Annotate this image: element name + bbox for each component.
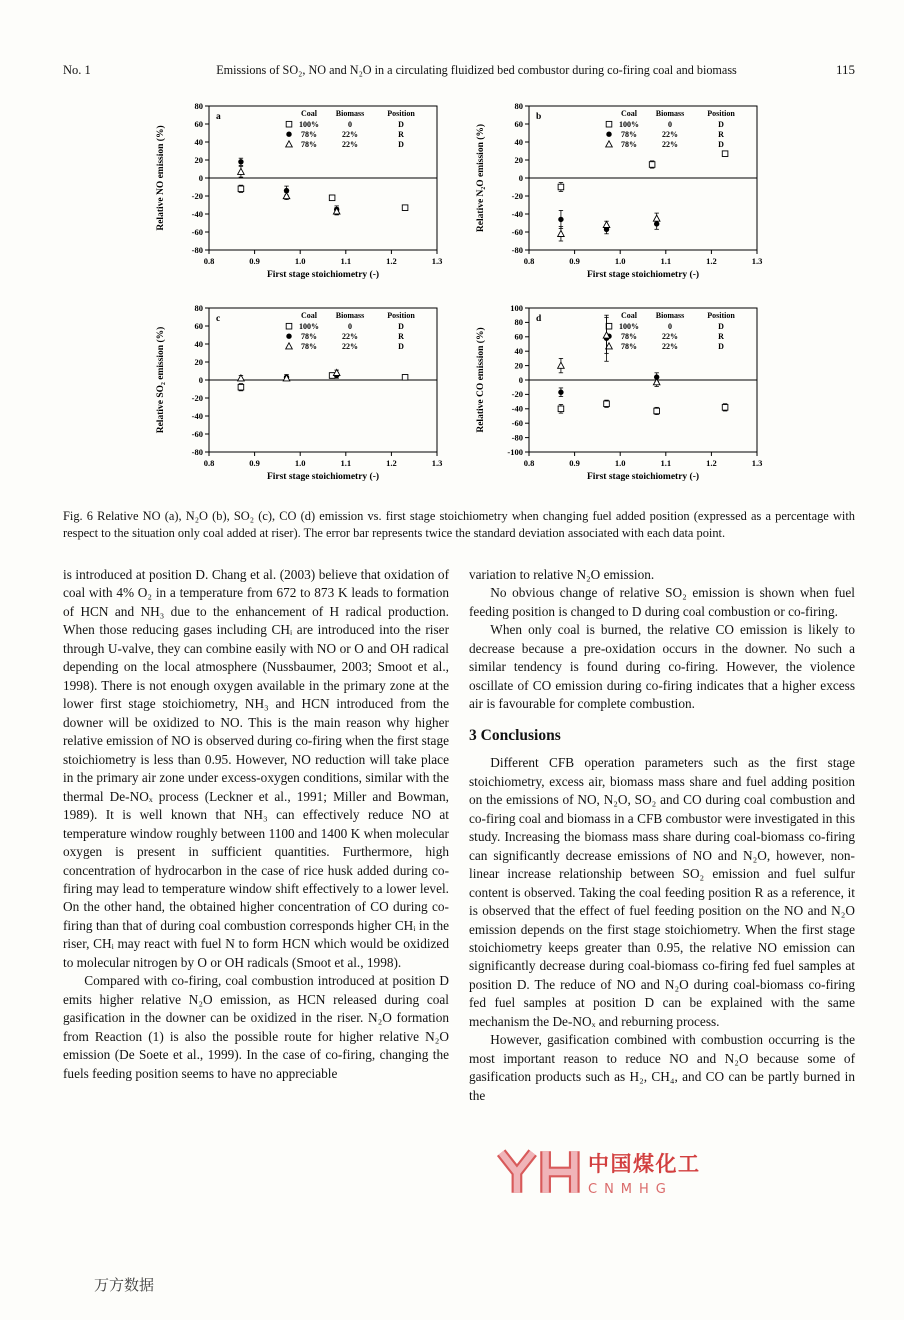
svg-text:-60: -60 — [191, 428, 203, 439]
svg-text:1.1: 1.1 — [660, 256, 672, 266]
svg-text:60: 60 — [514, 118, 523, 129]
svg-text:-20: -20 — [511, 190, 523, 201]
svg-text:-20: -20 — [511, 389, 523, 400]
svg-text:Relative N₂O emission (%): Relative N₂O emission (%) — [476, 123, 486, 233]
svg-text:Biomass: Biomass — [655, 311, 685, 320]
chart-panel-a — [153, 98, 445, 290]
svg-text:40: 40 — [514, 346, 523, 356]
svg-text:-80: -80 — [191, 446, 203, 457]
svg-text:Coal: Coal — [301, 311, 317, 320]
svg-text:R: R — [398, 130, 404, 139]
svg-text:0.8: 0.8 — [203, 458, 215, 468]
svg-text:100%: 100% — [299, 120, 319, 129]
chart-panel-c — [153, 300, 445, 492]
paragraph: However, gasification combined with combustion occurring is the most important reason to reduce NO and N₂O because some of gasification products such as H₂, CH₄, and CO can be partly burned in the — [469, 1032, 855, 1103]
chart-panel-d — [473, 300, 765, 492]
svg-text:First stage stoichiometry (-): First stage stoichiometry (-) — [266, 472, 380, 482]
watermark-text — [588, 1148, 701, 1197]
svg-text:Coal: Coal — [301, 109, 317, 118]
svg-text:-40: -40 — [191, 208, 203, 219]
svg-text:1.0: 1.0 — [614, 458, 626, 468]
svg-text:-60: -60 — [511, 226, 523, 237]
paragraph: Compared with co-firing, coal combustion introduced at position D emits higher relative N₂O emission, as HCN released during coal gasification in the downer can be oxidized in the riser. N₂O formation from Reaction (1) is also the possible route for higher relative N₂O emission (De Soete et al., 1999). In the case of co-firing, changing the fuels feeding position seems to have no appreciable — [63, 973, 449, 1081]
chart-grid — [63, 98, 855, 492]
chart-panel-b — [473, 98, 765, 290]
svg-text:Position: Position — [387, 311, 415, 320]
svg-text:1.0: 1.0 — [294, 458, 306, 468]
svg-text:78%: 78% — [621, 140, 637, 149]
svg-text:20: 20 — [514, 154, 523, 165]
svg-text:Position: Position — [387, 109, 415, 118]
svg-text:D: D — [718, 120, 724, 129]
svg-text:0: 0 — [348, 322, 352, 331]
svg-text:Position: Position — [707, 109, 735, 118]
svg-text:1.3: 1.3 — [751, 256, 763, 266]
svg-text:78%: 78% — [301, 342, 317, 351]
svg-text:-40: -40 — [191, 410, 203, 421]
issue-number: No. 1 — [63, 63, 91, 77]
svg-text:20: 20 — [194, 154, 203, 165]
svg-text:78%: 78% — [301, 140, 317, 149]
svg-text:78%: 78% — [301, 332, 317, 341]
svg-text:Coal: Coal — [621, 311, 637, 320]
svg-text:0.9: 0.9 — [569, 458, 580, 468]
svg-text:Position: Position — [707, 311, 735, 320]
figure-6 — [63, 98, 855, 541]
svg-text:R: R — [718, 332, 724, 341]
svg-text:-80: -80 — [511, 432, 523, 443]
svg-text:78%: 78% — [301, 130, 317, 139]
svg-text:22%: 22% — [662, 130, 678, 139]
figure-caption: Fig. 6 Relative NO (a), N₂O (b), SO₂ (c), CO (d) emission vs. first stage stoichiometry when changing fuel added position (expressed as a percentage with respect to the situation only coal added at riser). The error bar represents twice the standard deviation associated with each data point. — [63, 509, 855, 540]
svg-text:0.9: 0.9 — [569, 256, 580, 266]
svg-text:22%: 22% — [662, 342, 678, 351]
svg-text:0.9: 0.9 — [249, 256, 260, 266]
svg-text:22%: 22% — [662, 332, 678, 341]
svg-text:78%: 78% — [621, 130, 637, 139]
svg-text:-20: -20 — [191, 392, 203, 403]
svg-text:Coal: Coal — [621, 109, 637, 118]
svg-text:R: R — [718, 130, 724, 139]
svg-text:Biomass: Biomass — [655, 109, 685, 118]
svg-text:80: 80 — [194, 302, 203, 313]
paragraph: Different CFB operation parameters such as the first stage stoichiometry, excess air, biomass mass share and fuel adding position on the emissions of NO, N₂O, SO₂ and CO during coal combustion and co-firing coal and biomass in a CFB combustor were investigated in this study. Increasing the biomass mass share during coal-biomass co-firing can significantly decrease emissions of NO and N₂O, however, non-linear increase relationship between SO₂ emission and fuel sulfur content is observed. Taking the coal feeding position R as a reference, it is observed that the effect of fuel feeding position on the NO and N₂O emission depends on the first stage stoichiometry. When the first stage stoichiometry keeps greater than 0.95, the relative NO emission can significantly decrease during coal-biomass co-firing fed fuel samples at position D. The reduce of NO and N₂O during coal-biomass co-firing fed fuel samples at position D can be explained with the same mechanism the De-NOₓ and reburning process. — [469, 755, 855, 1029]
svg-text:1.1: 1.1 — [340, 256, 352, 266]
svg-text:1.1: 1.1 — [340, 458, 352, 468]
svg-text:First stage stoichiometry (-): First stage stoichiometry (-) — [586, 472, 700, 482]
svg-text:40: 40 — [194, 338, 203, 349]
svg-text:R: R — [398, 332, 404, 341]
svg-text:22%: 22% — [342, 130, 358, 139]
svg-text:22%: 22% — [342, 342, 358, 351]
svg-text:D: D — [718, 322, 724, 331]
svg-text:78%: 78% — [621, 342, 637, 351]
svg-text:0: 0 — [198, 172, 203, 183]
svg-text:1.2: 1.2 — [706, 256, 717, 266]
svg-text:b: b — [536, 112, 542, 122]
svg-text:-60: -60 — [511, 418, 523, 428]
watermark-latin-text: CNMHG — [588, 1181, 673, 1197]
svg-text:1.3: 1.3 — [431, 458, 443, 468]
svg-text:First stage stoichiometry (-): First stage stoichiometry (-) — [266, 270, 380, 280]
svg-text:-40: -40 — [511, 208, 523, 219]
svg-text:1.0: 1.0 — [614, 256, 626, 266]
svg-text:0: 0 — [518, 374, 523, 385]
paragraph: is introduced at position D. Chang et al. (2003) believe that oxidation of coal with 4% O₂ in a temperature from 672 to 873 K leads to formation of HCN and NH₃ due to the enhancement of H radical production. When those reducing gases including CHᵢ are introduced into the riser through U-valve, they can combine easily with NO or O and OH radical depending on the local atmosphere (Nussbaumer, 2003; Smoot et al., 1998). There is not enough oxygen available in the primary zone at the lower first stage stoichiometry, NH₃ and HCN introduced from the downer will be oxidized to NO. This is the main reason why higher relative emission of NO is observed during co-firing when the first stage stoichiometry is less than 0.95. However, NO reduction will take place in the primary air zone under excess-oxygen conditions, similar with the thermal De-NOₓ process (Leckner et al., 1991; Miller and Bowman, 1989). It is well known that NH₃ can effectively reduce NO at temperature window roughly between 1100 and 1400 K when molecular oxygen is present in sufficient quantities. Furthermore, high concentration of hydrocarbon in the case of rice husk added during co-firing may lead to temperature window shift effectively to a lower level. On the other hand, the obtained higher concentration of CO during co-firing than that of during coal combustion corresponds higher CHᵢ in the riser, CHᵢ may react with fuel N to form HCN which would be oxidized to molecular nitrogen by O or OH radicals (Smoot et al., 1998). — [63, 567, 449, 970]
svg-text:80: 80 — [514, 100, 523, 111]
svg-text:D: D — [398, 322, 404, 331]
cnmhg-logo-icon — [494, 1141, 580, 1203]
svg-text:-40: -40 — [511, 403, 523, 414]
svg-text:80: 80 — [514, 317, 523, 328]
svg-text:78%: 78% — [621, 332, 637, 341]
svg-text:40: 40 — [194, 136, 203, 147]
svg-text:0: 0 — [668, 120, 672, 129]
left-column — [63, 566, 449, 1105]
cnmhg-watermark — [494, 1128, 708, 1216]
section-heading-conclusions: 3 Conclusions — [469, 726, 561, 744]
svg-text:1.3: 1.3 — [431, 256, 443, 266]
svg-text:20: 20 — [514, 360, 523, 371]
svg-text:D: D — [718, 140, 724, 149]
svg-text:100: 100 — [510, 302, 523, 313]
paragraph: No obvious change of relative SO₂ emission is shown when fuel feeding position is changed to D during coal combustion or co-firing. — [469, 585, 855, 619]
svg-text:1.3: 1.3 — [751, 458, 763, 468]
svg-text:40: 40 — [514, 136, 523, 147]
svg-text:1.2: 1.2 — [386, 256, 397, 266]
svg-text:0.8: 0.8 — [523, 256, 535, 266]
body-text — [63, 566, 855, 1105]
svg-text:c: c — [216, 314, 221, 324]
svg-text:0: 0 — [198, 374, 203, 385]
svg-text:1.2: 1.2 — [706, 458, 717, 468]
paragraph: When only coal is burned, the relative CO emission is likely to decrease because a pre-oxidation occurs in the downer. No such a similar tendency is found during co-firing. However, the violence oscillate of CO emission during co-firing indicates that a higher excess air is favourable for complete combustion. — [469, 622, 855, 712]
svg-text:D: D — [398, 120, 404, 129]
svg-text:20: 20 — [194, 356, 203, 367]
svg-text:Relative NO emission (%): Relative NO emission (%) — [156, 125, 166, 231]
svg-text:0: 0 — [668, 322, 672, 331]
svg-text:0.9: 0.9 — [249, 458, 260, 468]
svg-text:100%: 100% — [299, 322, 319, 331]
svg-text:22%: 22% — [342, 332, 358, 341]
svg-text:Biomass: Biomass — [335, 109, 365, 118]
page-number: 115 — [835, 62, 855, 77]
watermark-chinese-text: 中国煤化工 — [588, 1151, 701, 1176]
svg-text:60: 60 — [194, 320, 203, 331]
svg-text:0: 0 — [518, 172, 523, 183]
svg-text:D: D — [398, 140, 404, 149]
svg-text:22%: 22% — [662, 140, 678, 149]
svg-text:First stage stoichiometry (-): First stage stoichiometry (-) — [586, 270, 700, 280]
svg-text:D: D — [718, 342, 724, 351]
svg-text:-60: -60 — [191, 226, 203, 237]
svg-text:Relative SO₂ emission (%): Relative SO₂ emission (%) — [156, 326, 166, 434]
paragraph: variation to relative N₂O emission. — [469, 567, 655, 582]
svg-text:0: 0 — [348, 120, 352, 129]
running-title: Emissions of SO₂, NO and N₂O in a circulating fluidized bed combustor during co-firing coal and biomass — [216, 63, 737, 77]
svg-text:100%: 100% — [619, 120, 639, 129]
svg-text:-80: -80 — [191, 244, 203, 255]
svg-text:100%: 100% — [619, 322, 639, 331]
svg-text:Biomass: Biomass — [335, 311, 365, 320]
svg-text:D: D — [398, 342, 404, 351]
svg-text:1.0: 1.0 — [294, 256, 306, 266]
svg-text:Relative CO emission (%): Relative CO emission (%) — [476, 327, 486, 433]
svg-text:0.8: 0.8 — [203, 256, 215, 266]
svg-text:60: 60 — [514, 331, 523, 342]
svg-text:1.2: 1.2 — [386, 458, 397, 468]
svg-text:0.8: 0.8 — [523, 458, 535, 468]
svg-text:-20: -20 — [191, 190, 203, 201]
svg-text:a: a — [216, 112, 221, 122]
svg-text:1.1: 1.1 — [660, 458, 672, 468]
svg-text:-80: -80 — [511, 244, 523, 255]
page-header — [63, 62, 855, 78]
right-column — [469, 566, 855, 1105]
svg-text:22%: 22% — [342, 140, 358, 149]
wanfang-watermark: 万方数据 — [94, 1276, 155, 1294]
svg-text:60: 60 — [194, 118, 203, 129]
svg-text:80: 80 — [194, 100, 203, 111]
svg-text:d: d — [536, 314, 542, 324]
svg-text:-100: -100 — [507, 446, 523, 457]
